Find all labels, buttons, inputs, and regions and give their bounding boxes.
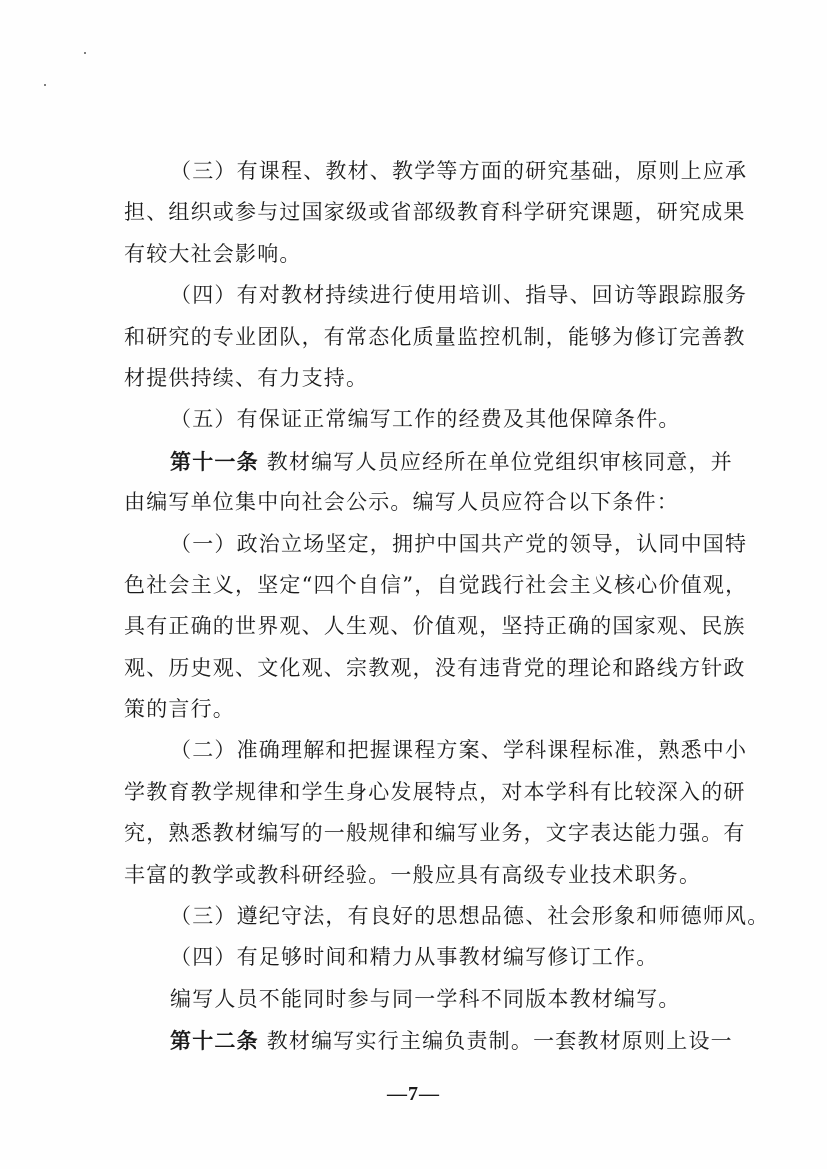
page-number: —7—	[387, 1083, 440, 1105]
article-first-line	[124, 1020, 744, 1061]
body-line: 色社会主义，坚定“四个自信”，自觉践行社会主义核心价值观，	[124, 572, 748, 597]
body-line: 和研究的专业团队，有常态化质量监控机制，能够为修订完善教	[124, 324, 746, 349]
article-text: 教材编写人员应经所在单位党组织审核同意，并	[258, 449, 733, 474]
article-text: 教材编写实行主编负责制。一套教材原则上设一	[258, 1029, 733, 1054]
body-line: （四）有对教材持续进行使用培训、指导、回访等跟踪服务	[170, 283, 748, 308]
body-line: 由编写单位集中向社会公示。编写人员应符合以下条件：	[124, 490, 679, 515]
body-line: 策的言行。	[124, 697, 235, 722]
body-line: （五）有保证正常编写工作的经费及其他保障条件。	[170, 407, 681, 432]
body-line: （一）政治立场坚定，拥护中国共产党的领导，认同中国特	[170, 531, 748, 556]
article-heading: 第十一条	[170, 448, 259, 474]
body-line: 编写人员不能同时参与同一学科不同版本教材编写。	[170, 986, 681, 1011]
body-line: 丰富的教学或教科研经验。一般应具有高级专业技术职务。	[124, 862, 702, 887]
body-line: （三）遵纪守法，有良好的思想品德、社会形象和师德师风。	[170, 904, 770, 929]
body-line: 观、历史观、文化观、宗教观，没有违背党的理论和路线方针政	[124, 655, 746, 680]
body-line: 有较大社会影响。	[124, 241, 302, 266]
body-line: （二）准确理解和把握课程方案、学科课程标准，熟悉中小	[170, 738, 748, 763]
body-line: （三）有课程、教材、教学等方面的研究基础，原则上应承	[170, 159, 748, 183]
article-first-line	[124, 441, 744, 482]
body-line: 具有正确的世界观、人生观、价值观，坚持正确的国家观、民族	[124, 614, 746, 639]
scan-speck	[84, 52, 86, 54]
article-heading: 第十二条	[170, 1028, 259, 1054]
scan-speck	[44, 84, 46, 86]
document-body	[124, 151, 770, 1062]
body-line: 材提供持续、有力支持。	[124, 365, 369, 390]
body-line: （四）有足够时间和精力从事教材编写修订工作。	[170, 945, 659, 970]
body-line: 学教育教学规律和学生身心发展特点，对本学科有比较深入的研	[124, 779, 746, 804]
body-line: 究，熟悉教材编写的一般规律和编写业务，文字表达能力强。有	[124, 821, 746, 846]
body-line: 担、组织或参与过国家级或省部级教育科学研究课题，研究成果	[124, 200, 746, 225]
